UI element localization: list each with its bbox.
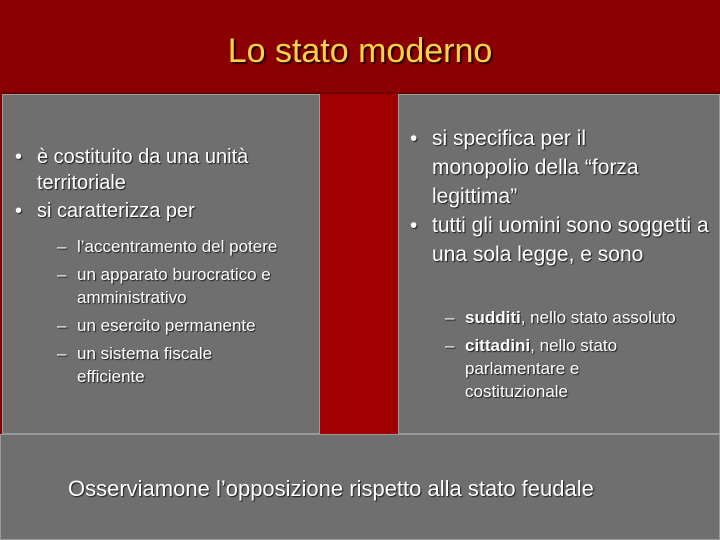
left-bullet-text: è costituito da una unità territoriale	[37, 146, 249, 194]
left-sub-item: – un apparato burocratico e amministrativo	[57, 265, 271, 307]
footer-text: Osserviamone l’opposizione rispetto alla stato feudale	[68, 476, 594, 501]
right-sub-bold: sudditi	[465, 308, 521, 327]
right-sub-text: , nello stato parlamentare e costituzionale	[465, 336, 618, 401]
right-sub-item: – sudditi, nello stato assoluto	[445, 308, 676, 327]
left-sub-item: – l’accentramento del potere	[57, 237, 278, 256]
right-sub-text: , nello stato assoluto	[520, 308, 676, 327]
right-sub-bold: cittadini	[465, 336, 531, 355]
right-bullet-item: • tutti gli uomini sono soggetti a una sola legge, e sono	[410, 214, 709, 266]
left-bullet-item: • è costituito da una unità territoriale	[15, 146, 249, 194]
right-sub-list	[445, 306, 720, 408]
right-bullet-list	[410, 124, 715, 269]
center-divider	[320, 94, 398, 434]
left-sub-text: l’accentramento del potere	[77, 237, 278, 256]
left-sub-text: un esercito permanente	[77, 316, 256, 335]
left-sub-text: un apparato burocratico e amministrativo	[77, 265, 271, 307]
right-bullet-item: • si specifica per il monopolio della “forza legittima”	[410, 127, 639, 208]
right-bullet-text: si specifica per il monopolio della “forza legittima”	[432, 127, 639, 208]
left-bullet-item: • si caratterizza per	[15, 200, 195, 222]
left-sub-list	[57, 235, 317, 393]
left-sub-text: un sistema fiscale efficiente	[77, 344, 213, 386]
slide-title: Lo stato moderno	[227, 32, 493, 70]
left-sub-item: – un sistema fiscale efficiente	[57, 344, 213, 386]
left-sub-item: – un esercito permanente	[57, 316, 256, 335]
left-bullet-text: si caratterizza per	[37, 200, 195, 222]
right-sub-item: – cittadini, nello stato parlamentare e costituzionale	[445, 336, 618, 401]
left-bullet-list	[15, 144, 315, 224]
right-bullet-text: tutti gli uomini sono soggetti a una sola legge, e sono	[432, 214, 709, 266]
